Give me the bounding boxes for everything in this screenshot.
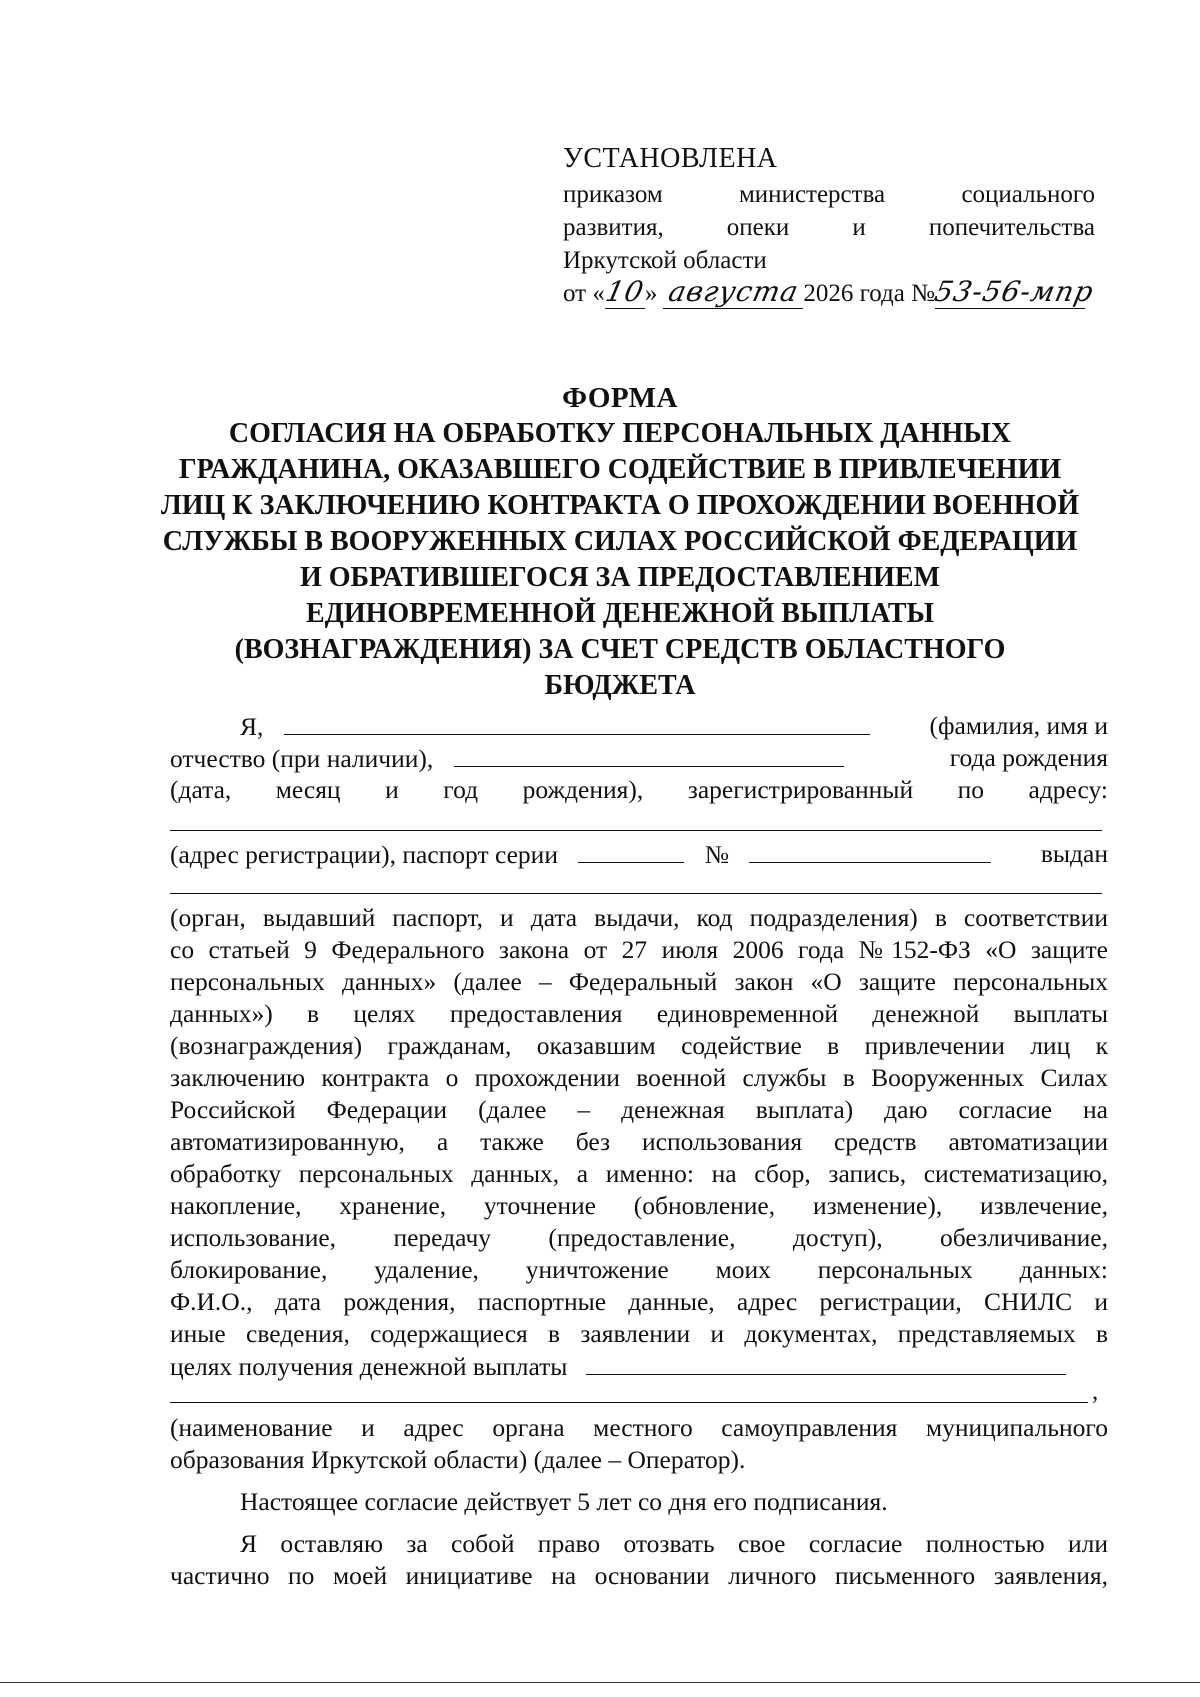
revoke-line: Я оставляю за собой право отозвать свое согласие полностью или	[240, 1529, 1108, 1558]
body-line: накопление, хранение, уточнение (обновление, изменение), извлечение,	[170, 1191, 1108, 1220]
approval-word: и	[852, 214, 866, 241]
approval-word: приказом	[563, 181, 663, 208]
number-field	[931, 275, 1097, 309]
passport-series-blank[interactable]	[578, 838, 684, 863]
body-line: обработку персональных данных, а именно: на сбор, запись, систематизацию,	[170, 1159, 1108, 1188]
validity-line: Настоящее согласие действует 5 лет со дня его подписания.	[240, 1487, 888, 1516]
body-line: автоматизированную, а также без использования средств автоматизации	[170, 1127, 1108, 1156]
date-prefix: от «	[563, 280, 605, 307]
fio-hint: (фамилия, имя и	[929, 711, 1108, 740]
passport-number-blank[interactable]	[749, 838, 991, 863]
document-title	[150, 380, 1090, 704]
operator-comma: ,	[1092, 1378, 1099, 1405]
passport-issuer-blank[interactable]	[170, 893, 1102, 894]
approval-heading: УСТАНОВЛЕНА	[563, 143, 778, 174]
body-line: со статьей 9 Федерального закона от 27 июля 2006 года №152-ФЗ «О защите	[170, 935, 1108, 964]
body-line: Ф.И.О., дата рождения, паспортные данные, адрес регистрации, СНИЛС и	[170, 1287, 1108, 1316]
form-birth-year-label: года рождения	[949, 743, 1108, 772]
approval-region: Иркутской области	[563, 247, 767, 274]
approval-word: опеки	[726, 214, 790, 241]
body-line: Российской Федерации (далее – денежная выплата) даю согласие на	[170, 1095, 1108, 1124]
body-line: данных») в целях предоставления единовременной денежной выплаты	[170, 999, 1108, 1028]
fio-blank[interactable]	[284, 710, 870, 735]
body-line: блокирование, удаление, уничтожение моих персональных данных:	[170, 1255, 1108, 1284]
year-text: 2026 года №	[803, 280, 935, 307]
body-line: (вознаграждения) гражданам, оказавшим содействие в привлечении лиц к	[170, 1031, 1108, 1060]
month-field	[663, 275, 803, 309]
body-line: (орган, выдавший паспорт, и дата выдачи, код подразделения) в соответствии	[170, 903, 1108, 932]
approval-word: попечительства	[928, 214, 1096, 241]
approval-word: социального	[961, 181, 1095, 208]
day-field	[602, 275, 648, 309]
form-address-label: (адрес регистрации), паспорт серии	[170, 840, 558, 869]
title-line: (ВОЗНАГРАЖДЕНИЯ) ЗА СЧЕТ СРЕДСТВ ОБЛАСТНОГО	[234, 634, 1006, 665]
page-bottom-edge	[0, 1682, 1200, 1683]
title-line: И ОБРАТИВШЕГОСЯ ЗА ПРЕДОСТАВЛЕНИЕМ	[299, 562, 941, 593]
date-mid: »	[644, 280, 658, 307]
approval-word: министерства	[738, 181, 886, 208]
handwritten-number: 53-56-мпр	[931, 275, 1097, 308]
purpose-line	[170, 1350, 1108, 1383]
birth-date-blank[interactable]	[454, 742, 844, 767]
form-number-sign: №	[704, 840, 730, 869]
address-blank[interactable]	[170, 830, 1102, 831]
form-issued-label: выдан	[1040, 839, 1108, 868]
approval-order-line-1	[563, 180, 1095, 210]
handwritten-day: 10	[602, 275, 648, 308]
form-line-passport	[170, 838, 1108, 871]
title-line: БЮДЖЕТА	[544, 670, 696, 701]
body-line: заключению контракта о прохождении военной службы в Вооруженных Силах	[170, 1063, 1108, 1092]
revoke-line: частично по моей инициативе на основании личного письменного заявления,	[170, 1561, 1108, 1590]
body-line: иные сведения, содержащиеся в заявлении и документах, представляемых в	[170, 1319, 1108, 1348]
operator-name-blank[interactable]	[586, 1350, 1066, 1375]
title-line: СЛУЖБЫ В ВООРУЖЕННЫХ СИЛАХ РОССИЙСКОЙ ФЕДЕРАЦИИ	[162, 526, 1078, 557]
form-line-patronymic	[170, 742, 1108, 775]
title-line: ЕДИНОВРЕМЕННОЙ ДЕНЕЖНОЙ ВЫПЛАТЫ	[305, 598, 935, 629]
operator-hint-line: (наименование и адрес органа местного самоуправления муниципального	[170, 1413, 1108, 1442]
operator-hint-line: образования Иркутской области) (далее – Оператор).	[170, 1445, 746, 1474]
form-line-name	[170, 710, 1108, 743]
title-line: СОГЛАСИЯ НА ОБРАБОТКУ ПЕРСОНАЛЬНЫХ ДАННЫХ	[228, 418, 1012, 449]
approval-date-line	[563, 275, 1097, 309]
approval-order-line-2	[563, 213, 1095, 243]
form-patronymic-label: отчество (при наличии),	[170, 744, 434, 773]
form-ya: Я,	[240, 712, 264, 741]
form-line-date: (дата, месяц и год рождения), зарегистрированный по адресу:	[170, 775, 1108, 804]
body-line: использование, передачу (предоставление, доступ), обезличивание,	[170, 1223, 1108, 1252]
body-line: персональных данных» (далее – Федеральный закон «О защите персональных	[170, 967, 1108, 996]
operator-address-blank[interactable]	[170, 1402, 1088, 1403]
title-line: ГРАЖДАНИНА, ОКАЗАВШЕГО СОДЕЙСТВИЕ В ПРИВЛЕЧЕНИИ	[178, 454, 1062, 485]
handwritten-month: августа	[665, 275, 802, 308]
title-line: ЛИЦ К ЗАКЛЮЧЕНИЮ КОНТРАКТА О ПРОХОЖДЕНИИ ВОЕННОЙ	[160, 490, 1080, 521]
title-form-word: ФОРМА	[562, 382, 678, 414]
approval-word: развития,	[563, 214, 664, 241]
purpose-label: целях получения денежной выплаты	[170, 1352, 568, 1381]
